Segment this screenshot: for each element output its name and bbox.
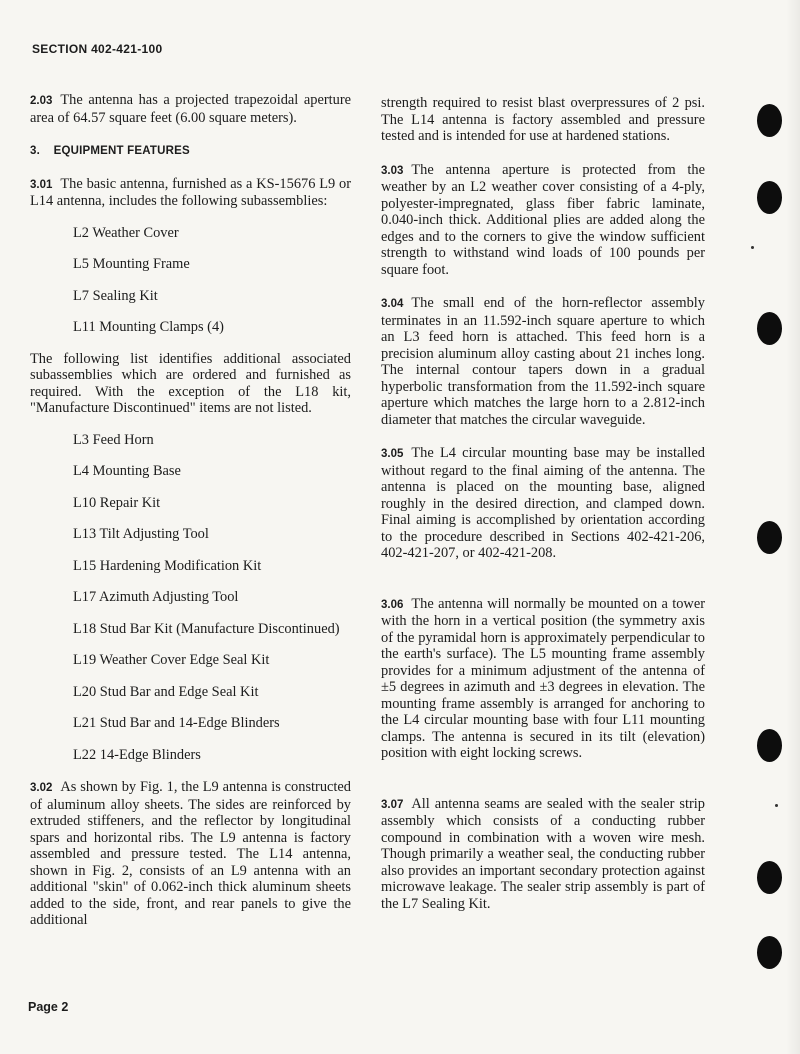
section-number: 3. bbox=[30, 145, 40, 157]
list-item: L18 Stud Bar Kit (Manufacture Discontinued) bbox=[73, 620, 340, 637]
list-intro: The following list identifies additional associated subassemblies which are ordered and furnished as required. With the exception of the L18 kit, "Manufacture Discontinued" items are not listed. bbox=[30, 350, 351, 416]
list-item: L5 Mounting Frame bbox=[73, 256, 190, 272]
paragraph-text: As shown by Fig. 1, the L9 antenna is constructed of aluminum alloy sheets. The sides are reinforced by extruded stiffeners, and the reflector by longitudinal spars and horizontal ribs. The L9 antenna is factory assembled and pressure tested. The L14 antenna, shown in Fig. 2, consists of an L9 antenna with an additional "skin" of 0.062-inch thick aluminum sheets added to the side, front, and rear panels to give the additional bbox=[30, 779, 351, 928]
punch-hole bbox=[757, 861, 782, 894]
paragraph-number: 3.04 bbox=[381, 298, 404, 310]
punch-hole bbox=[757, 181, 782, 214]
list-item: L2 Weather Cover bbox=[73, 224, 179, 241]
punch-hole bbox=[757, 729, 782, 762]
paragraph-3-06 bbox=[381, 596, 705, 762]
paragraph-text: All antenna seams are sealed with the sealer strip assembly which consists of a conducting rubber compound in combination with a woven wire mesh. Though primarily a weather seal, the conducting rubber also provides an important secondary protection against microwave leakage. The sealer strip assembly is part of the L7 Sealing Kit. bbox=[381, 795, 705, 912]
list-item: L21 Stud Bar and 14-Edge Blinders bbox=[73, 715, 280, 731]
paragraph-text: The antenna aperture is protected from the weather by an L2 weather cover consisting of a 4-ply, polyester-impregnated, glass fiber fabric laminate, 0.040-inch thick. Additional plies are added along the edges and to the corners to give the window sufficient strength to withstand wind loads of 100 pounds per square foot. bbox=[381, 161, 705, 278]
punch-hole bbox=[757, 312, 782, 345]
list-item: L20 Stud Bar and Edge Seal Kit bbox=[73, 683, 259, 700]
page-edge-shadow bbox=[786, 0, 800, 1054]
list-item: L3 Feed Horn bbox=[73, 431, 154, 448]
basic-subassembly-list bbox=[30, 225, 351, 336]
section-heading bbox=[30, 142, 351, 160]
right-column bbox=[381, 95, 705, 912]
section-title: EQUIPMENT FEATURES bbox=[53, 145, 190, 157]
punch-hole bbox=[757, 104, 782, 137]
list-item: L22 14-Edge Blinders bbox=[73, 746, 201, 763]
list-item: L15 Hardening Modification Kit bbox=[73, 557, 262, 574]
paragraph-number: 3.02 bbox=[30, 782, 53, 794]
list-item: L19 Weather Cover Edge Seal Kit bbox=[73, 652, 270, 668]
paragraph-3-04 bbox=[381, 295, 705, 428]
left-column bbox=[30, 92, 351, 929]
paragraph-text: The L4 circular mounting base may be installed without regard to the final aiming of the antenna. The antenna is placed on the mounting base, aligned roughly in the desired direction, and clamped down. Final aiming is accomplished by orientation according to the procedure described in Sections 402-421-206, 402-421-207, or 402-421-208. bbox=[381, 445, 705, 561]
paragraph-3-02 bbox=[30, 779, 351, 929]
page-number: Page 2 bbox=[28, 1000, 69, 1014]
paragraph-text: The antenna will normally be mounted on a tower with the horn in a vertical position (the symmetry axis of the pyramidal horn is approximately perpendicular to the earth's surface). The L5 mounting frame assembly provides for a minimum adjustment of the antenna of ±5 degrees in azimuth and ±3 degrees in elevation. The mounting frame assembly is arranged for anchoring to the L4 circular mounting base with four L11 mounting clamps. The antenna is secured in its tilt (elevation) position with eight locking screws. bbox=[381, 595, 705, 761]
additional-subassembly-list bbox=[30, 432, 351, 764]
paragraph-number: 3.03 bbox=[381, 164, 404, 177]
list-item: L10 Repair Kit bbox=[73, 494, 161, 511]
paragraph-3-07 bbox=[381, 796, 705, 913]
section-header: SECTION 402-421-100 bbox=[32, 42, 163, 56]
punch-hole bbox=[757, 936, 782, 969]
list-item: L7 Sealing Kit bbox=[73, 287, 158, 304]
punch-hole bbox=[757, 521, 782, 554]
scan-speck bbox=[751, 246, 754, 249]
list-item: L11 Mounting Clamps (4) bbox=[73, 319, 224, 335]
list-item: L4 Mounting Base bbox=[73, 463, 181, 479]
paragraph-number: 3.06 bbox=[381, 598, 404, 611]
paragraph-2-03 bbox=[30, 92, 351, 126]
paragraph-text: The antenna has a projected trapezoidal aperture area of 64.57 square feet (6.00 square meters). bbox=[30, 92, 351, 126]
paragraph-text: The small end of the horn-reflector assembly terminates in an 11.592-inch square aperture to which an L3 feed horn is attached. This feed horn is a precision aluminum alloy casting about 21 inches long. The internal contour tapers down in a gradual hyperbolic transformation from the 11.592-inch square aperture which matches the large horn to a 2.812-inch diameter that matches the circular waveguide. bbox=[381, 295, 705, 428]
list-item: L13 Tilt Adjusting Tool bbox=[73, 526, 209, 542]
continued-paragraph: strength required to resist blast overpressures of 2 psi. The L14 antenna is factory assembled and pressure tested and is intended for use at hardened stations. bbox=[381, 95, 705, 144]
paragraph-3-01 bbox=[30, 176, 351, 210]
scan-speck bbox=[775, 804, 778, 807]
paragraph-number: 2.03 bbox=[30, 95, 53, 107]
paragraph-number: 3.07 bbox=[381, 798, 404, 811]
paragraph-text: The basic antenna, furnished as a KS-15676 L9 or L14 antenna, includes the following subassemblies: bbox=[30, 175, 351, 209]
list-item: L17 Azimuth Adjusting Tool bbox=[73, 589, 239, 605]
paragraph-number: 3.01 bbox=[30, 178, 53, 191]
paragraph-3-05 bbox=[381, 445, 705, 562]
paragraph-3-03 bbox=[381, 162, 705, 279]
paragraph-number: 3.05 bbox=[381, 448, 404, 460]
